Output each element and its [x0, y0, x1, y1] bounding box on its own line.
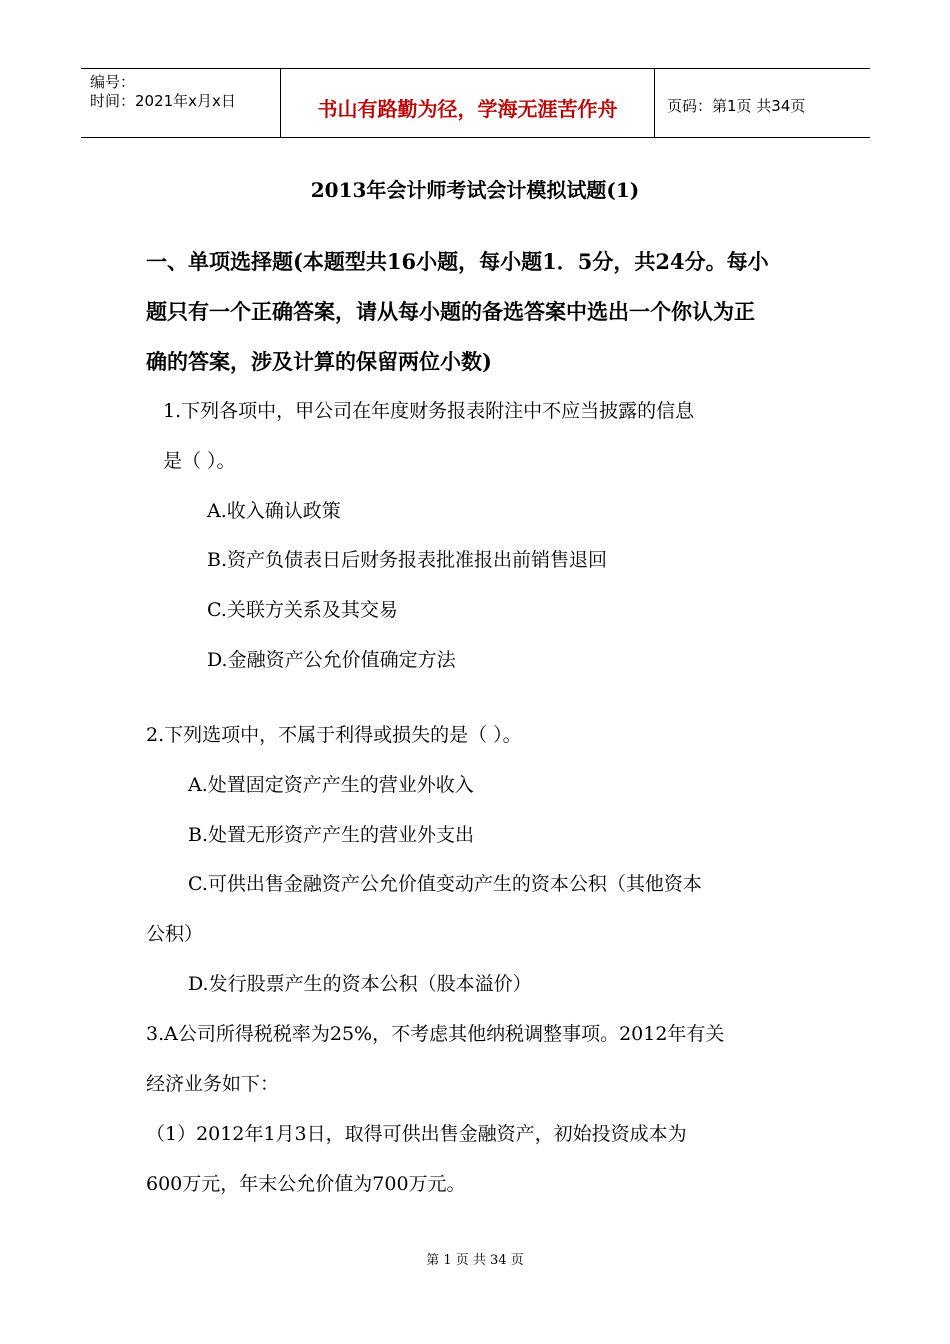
q2-option-b: B.处置无形资产产生的营业外支出 — [188, 824, 475, 846]
motto: 书山有路勤为径，学海无涯苦作舟 — [317, 97, 618, 121]
q3-stem-line-2: 经济业务如下： — [146, 1073, 280, 1095]
q1-option-d: D.金融资产公允价值确定方法 — [207, 649, 456, 671]
page-footer: 第 1 页 共 34 页 — [426, 1253, 524, 1268]
header-page-cell — [655, 69, 870, 137]
page-info: 页码：第1页 共34页 — [667, 97, 806, 115]
q1-stem-line-2: 是（ ）。 — [163, 450, 236, 472]
section-heading-line-3: 确的答案，涉及计算的保留两位小数) — [146, 349, 492, 374]
section-heading-line-2: 题只有一个正确答案，请从每小题的备选答案中选出一个你认为正 — [146, 299, 755, 324]
header-table — [81, 68, 870, 138]
header-motto-cell — [281, 69, 655, 137]
q1-option-a: A.收入确认政策 — [207, 500, 341, 522]
q3-item-1-line-2: 600万元，年末公允价值为700万元。 — [146, 1173, 466, 1195]
q2-option-c-line-2: 公积） — [146, 923, 204, 945]
q2-option-d: D.发行股票产生的资本公积（股本溢价） — [188, 973, 532, 995]
serial-label: 编号： — [90, 73, 136, 91]
header-info-cell — [81, 69, 281, 137]
q1-option-b: B.资产负债表日后财务报表批准报出前销售退回 — [207, 549, 608, 571]
q3-stem-line-1: 3.A公司所得税税率为25%，不考虑其他纳税调整事项。2012年有关 — [146, 1023, 725, 1045]
q3-item-1-line-1: （1）2012年1月3日，取得可供出售金融资产，初始投资成本为 — [146, 1123, 687, 1145]
q2-stem: 2.下列选项中，不属于利得或损失的是（ ）。 — [146, 724, 522, 746]
q2-option-c-line-1: C.可供出售金融资产公允价值变动产生的资本公积（其他资本 — [188, 873, 702, 895]
q1-stem-line-1: 1.下列各项中，甲公司在年度财务报表附注中不应当披露的信息 — [163, 400, 695, 422]
document-title: 2013年会计师考试会计模拟试题(1) — [310, 178, 640, 202]
q1-option-c: C.关联方关系及其交易 — [207, 599, 398, 621]
section-heading-line-1: 一、单项选择题(本题型共16小题，每小题1．5分，共24分。每小 — [146, 249, 769, 274]
q2-option-a: A.处置固定资产产生的营业外收入 — [188, 774, 474, 796]
time-label: 时间：2021年x月x日 — [90, 92, 236, 110]
